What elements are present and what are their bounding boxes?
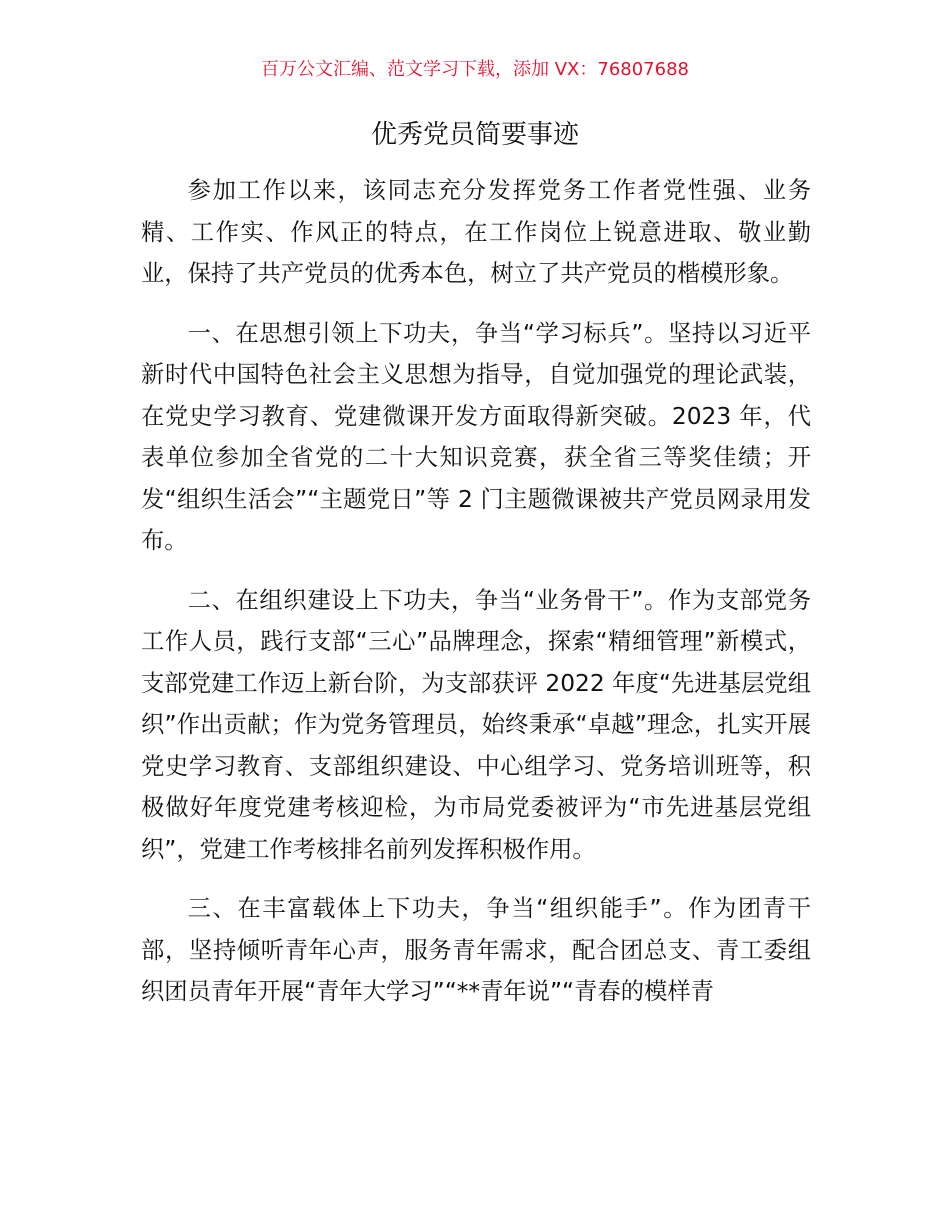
paragraph-section-3: 三、在丰富载体上下功夫，争当“组织能手”。作为团青干部，坚持倾听青年心声，服务青年需求，配合团总支、青工委组织团员青年开展“青年大学习”“**青年说”“青春的模样青: [141, 895, 811, 1005]
document-title: 优秀党员简要事迹: [370, 120, 579, 150]
document-body: [141, 170, 811, 1031]
paragraph-section-2: 二、在组织建设上下功夫，争当“业务骨干”。作为支部党务工作人员，践行支部“三心”品牌理念，探索“精细管理”新模式，支部党建工作迈上新台阶，为支部获评 2022 年度“先进基层党组织”作出贡献；作为党务管理员，始终秉承“卓越”理念，扎实开展党史学习教育、支部组织建设、中心组学习、党务培训班等，积极做好年度党建考核迎检，为市局党委被评为“市先进基层党组织”，党建工作考核排名前列发挥积极作用。: [141, 586, 811, 863]
watermark-header: 百万公文汇编、范文学习下载，添加 VX：76807688: [261, 59, 689, 80]
paragraph-intro: 参加工作以来，该同志充分发挥党务工作者党性强、业务精、工作实、作风正的特点，在工作岗位上锐意进取、敬业勤业，保持了共产党员的优秀本色，树立了共产党员的楷模形象。: [141, 177, 811, 287]
paragraph-section-1: 一、在思想引领上下功夫，争当“学习标兵”。坚持以习近平新时代中国特色社会主义思想为指导，自觉加强党的理论武装，在党史学习教育、党建微课开发方面取得新突破。2023 年，代表单位参加全省党的二十大知识竞赛，获全省三等奖佳绩；开发“组织生活会”“主题党日”等 2 门主题微课被共产党员网录用发布。: [141, 319, 811, 554]
